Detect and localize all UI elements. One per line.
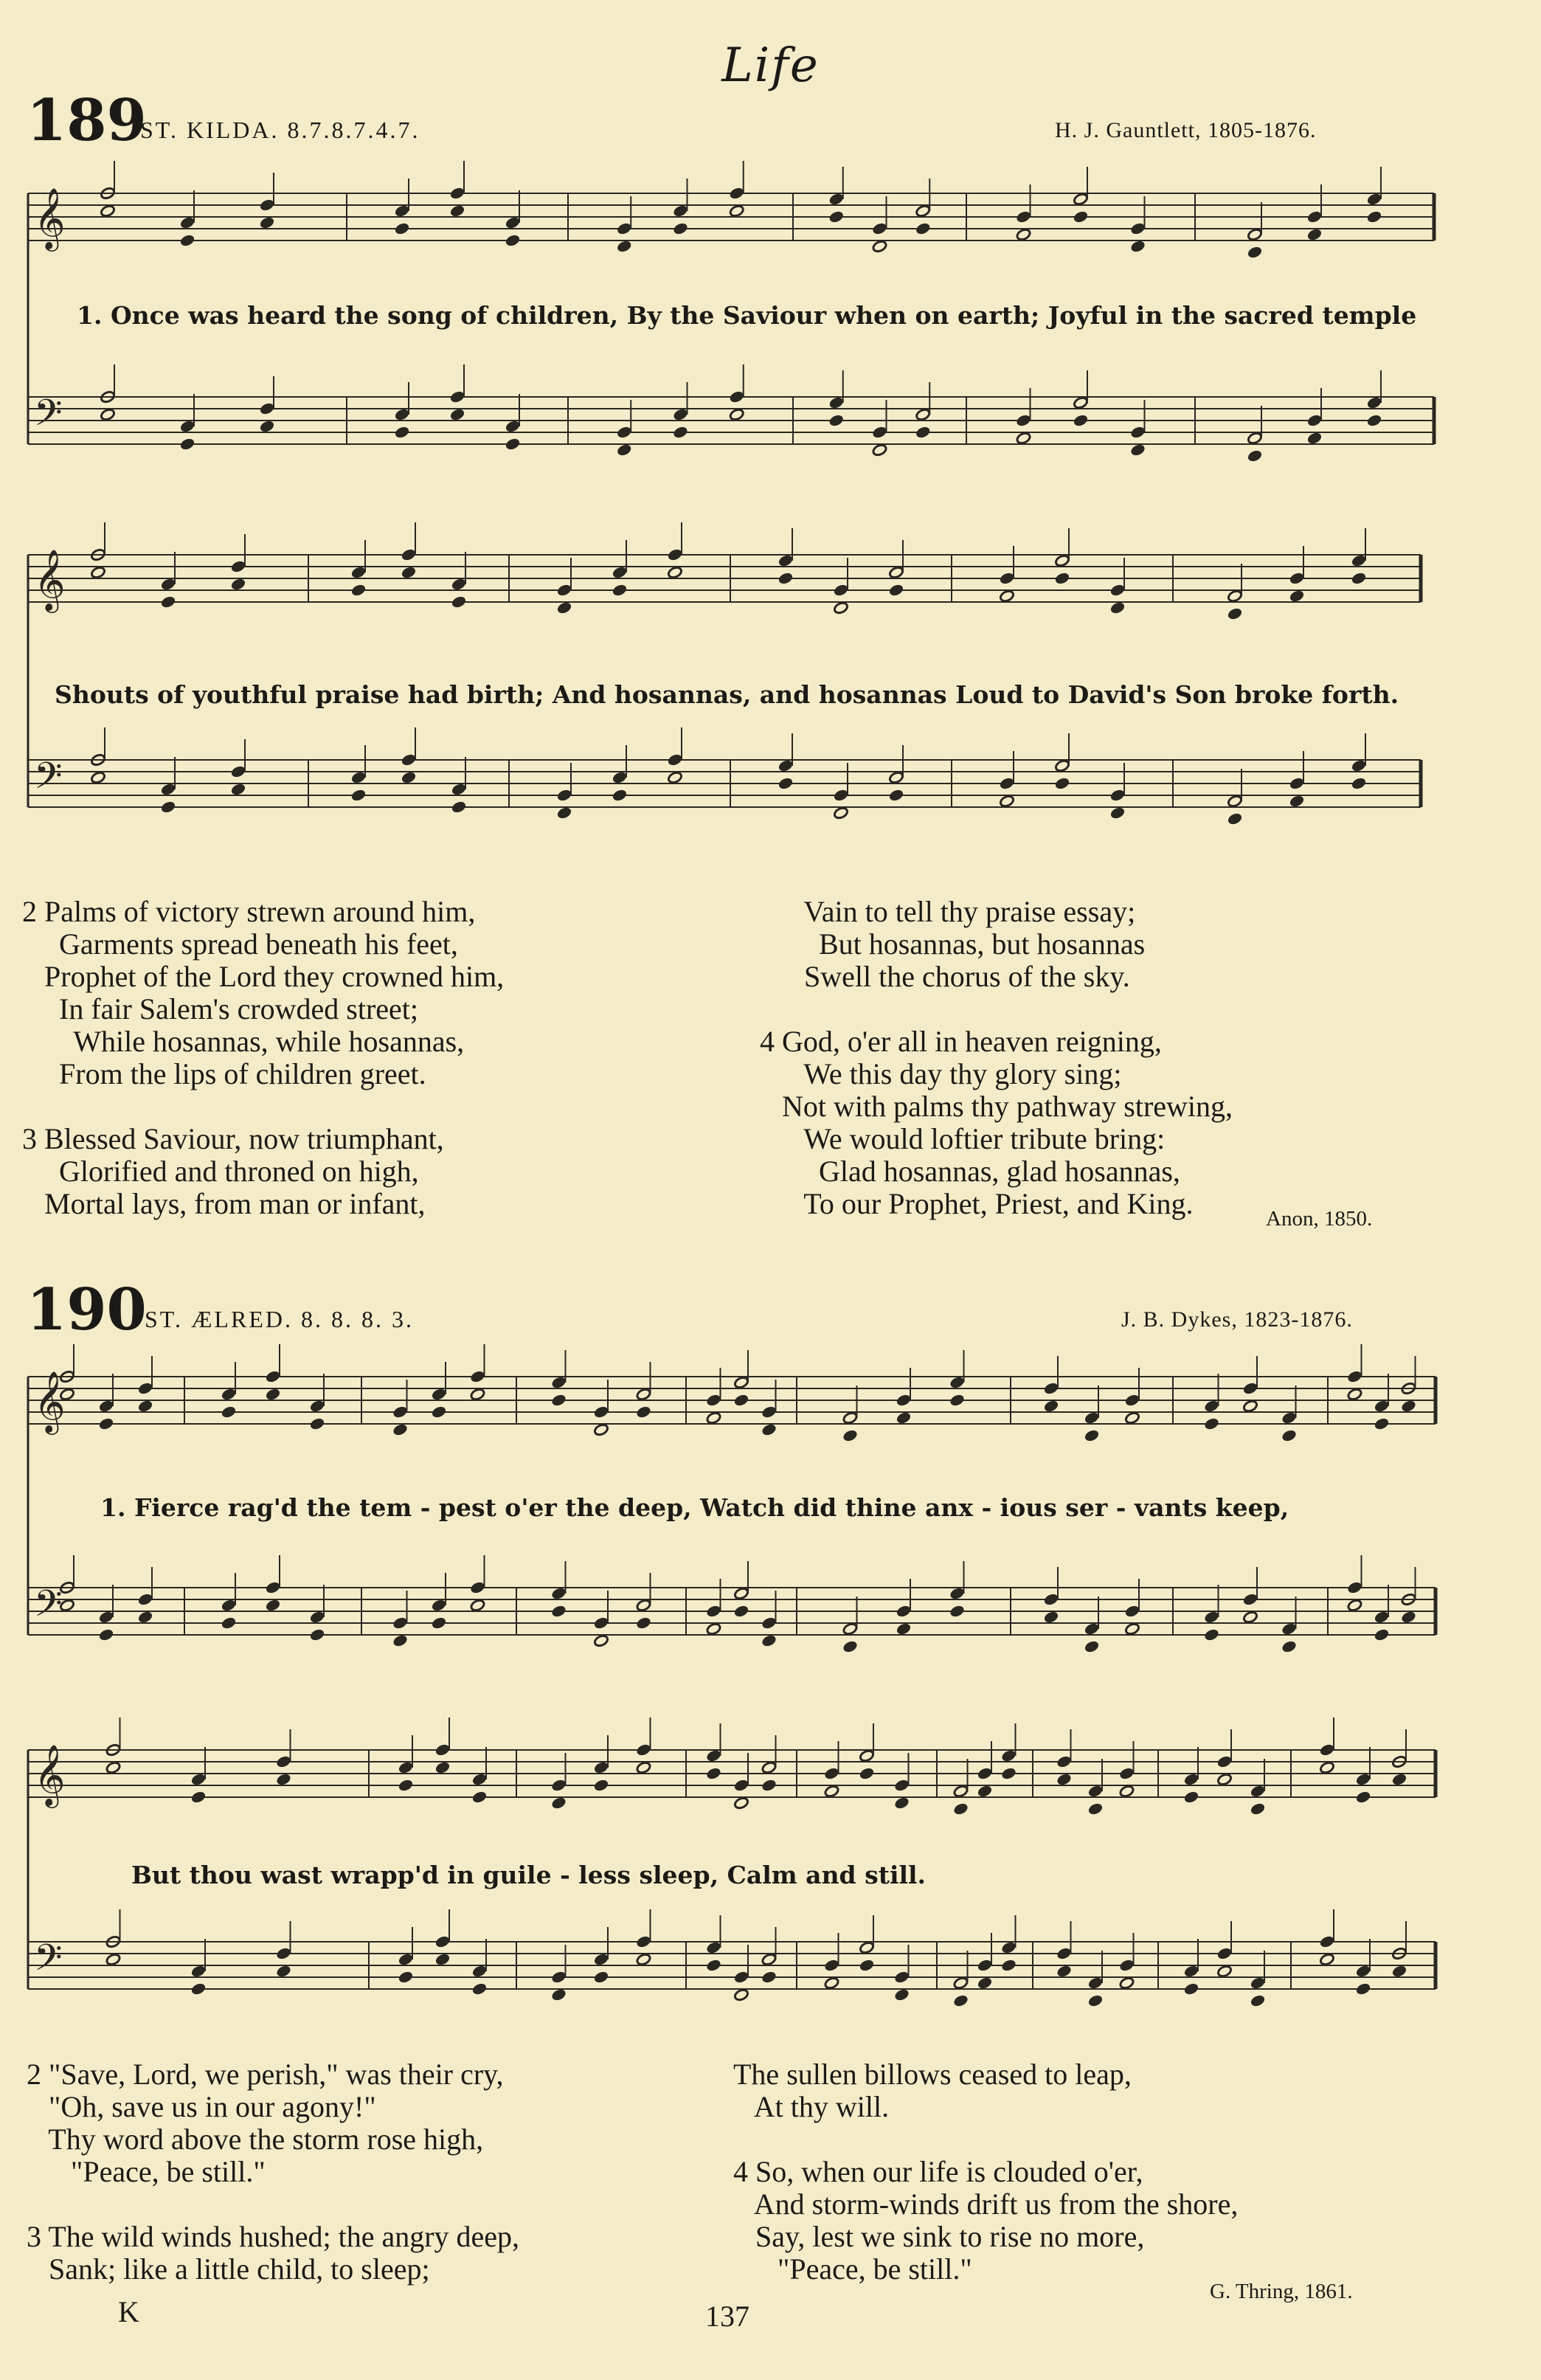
svg-text:𝄞: 𝄞: [34, 1743, 66, 1805]
verses-left-190: 2 "Save, Lord, we perish," was their cry, "Oh, save us in our agony!" Thy word above the storm rose high, "Peace, be still." 3 The wild winds hushed; the angry deep, Sank; like a little child, to sleep;: [27, 2058, 520, 2286]
verses-right-189: Vain to tell thy praise essay; But hosannas, but hosannas Swell the chorus of the sky. 4 God, o'er all in heaven reigning, We this day thy glory sing; Not with palms thy pathway strewing, We would loftier tribute bring: Glad hosannas, glad hosannas, To our Prophet, Priest, and King.: [760, 895, 1233, 1220]
svg-text:𝄞: 𝄞: [34, 187, 66, 249]
composer-189: H. J. Gauntlett, 1805-1876.: [1055, 118, 1317, 142]
lyric-line-190-2: But thou wast wrapp'd in guile - less sleep, Calm and still.: [131, 1861, 927, 1889]
svg-text:𝄢: 𝄢: [34, 392, 63, 443]
attribution-189: Anon, 1850.: [1266, 1207, 1373, 1231]
svg-text:𝄢: 𝄢: [34, 755, 63, 806]
tune-name-190: ST. ÆLRED. 8. 8. 8. 3.: [145, 1306, 414, 1332]
svg-text:𝄢: 𝄢: [34, 1582, 63, 1634]
composer-190: J. B. Dykes, 1823-1876.: [1121, 1307, 1353, 1332]
lyric-line-190-1: 1. Fierce rag'd the tem - pest o'er the deep, Watch did thine anx - ious ser - vants keep,: [100, 1493, 1289, 1522]
svg-text:𝄞: 𝄞: [34, 548, 66, 610]
attribution-190: G. Thring, 1861.: [1210, 2280, 1353, 2303]
tune-name-189: ST. KILDA. 8.7.8.7.4.7.: [140, 117, 420, 143]
section-title: Life: [721, 38, 820, 93]
lyric-line-189-1: 1. Once was heard the song of children, By the Saviour when on earth; Joyful in the sacred temple: [77, 301, 1417, 330]
svg-text:𝄢: 𝄢: [34, 1937, 63, 1988]
hymn-number-189: 189: [27, 87, 147, 154]
lyric-line-189-2: Shouts of youthful praise had birth; And hosannas, and hosannas Loud to David's Son broke forth.: [55, 680, 1399, 709]
page-number: 137: [705, 2300, 749, 2333]
hymn-number-190: 190: [27, 1276, 147, 1343]
verses-left-189: 2 Palms of victory strewn around him, Garments spread beneath his feet, Prophet of the Lord they crowned him, In fair Salem's crowded street; While hosannas, while hosannas, From the lips of children greet. 3 Blessed Saviour, now triumphant, Glorified and throned on high, Mortal lays, from man or infant,: [22, 895, 505, 1220]
svg-text:𝄞: 𝄞: [34, 1370, 66, 1432]
verses-right-190: The sullen billows ceased to leap, At thy will. 4 So, when our life is clouded o'er, And storm-winds drift us from the shore, Say, lest we sink to rise no more, "Peace, be still.": [733, 2058, 1239, 2286]
signature-mark: K: [118, 2295, 139, 2328]
